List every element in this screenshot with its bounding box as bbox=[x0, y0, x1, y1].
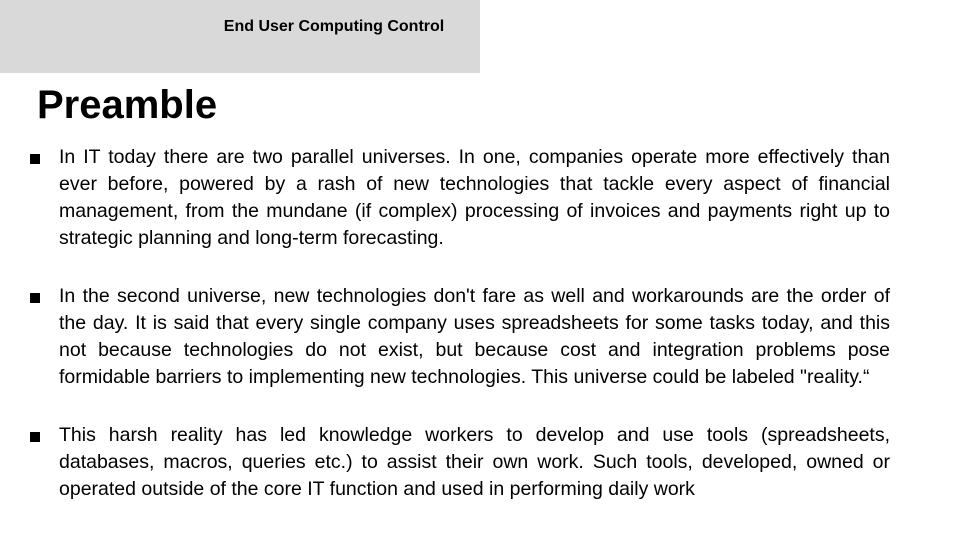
bullet-text: In IT today there are two parallel universes. In one, companies operate more effectively than ever before, powered by a rash of new technologies that tackle every aspect of financial management, from the mundane (if complex) processing of invoices and payments right up to strategic planning and long-term forecasting. bbox=[59, 146, 890, 249]
bullet-item bbox=[30, 283, 890, 391]
bullet-text: This harsh reality has led knowledge workers to develop and use tools (spreadsheets, databases, macros, queries etc.) to assist their own work. Such tools, developed, owned or operated outside of the core IT function and used in performing daily work bbox=[59, 424, 890, 500]
header-title: End User Computing Control bbox=[223, 18, 445, 35]
slide-title: Preamble bbox=[37, 83, 218, 127]
square-bullet-icon bbox=[30, 154, 40, 164]
bullet-item bbox=[30, 422, 890, 503]
bullet-text: In the second universe, new technologies don't fare as well and workarounds are the order of the day. It is said that every single company uses spreadsheets for some tasks today, and this not because technologies do not exist, but because cost and integration problems pose formidable barriers to implementing new technologies. This universe could be labeled "reality.“ bbox=[59, 285, 890, 388]
square-bullet-icon bbox=[30, 432, 40, 442]
header-bar bbox=[0, 0, 480, 73]
bullet-list bbox=[30, 144, 890, 534]
bullet-item bbox=[30, 144, 890, 252]
square-bullet-icon bbox=[30, 293, 40, 303]
